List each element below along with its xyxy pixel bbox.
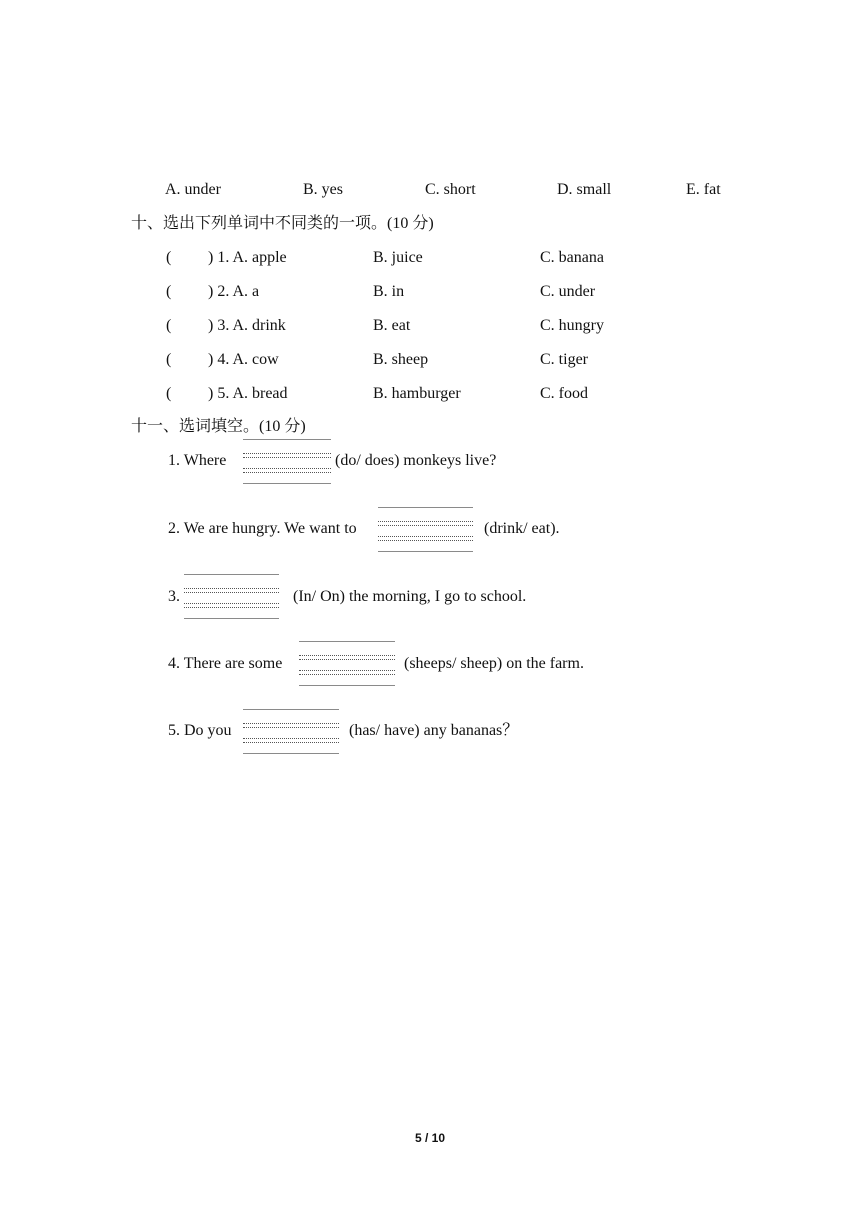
option-b: B. juice [373,249,423,266]
page-number: 5 / 10 [414,1131,446,1145]
option-c: C. banana [540,249,604,266]
fill-q3-prefix: 3. [168,588,180,605]
answer-paren: ( [166,249,172,266]
word-bank-option-c: C. short [425,181,476,198]
option-b: B. hamburger [373,385,461,402]
fill-q4-prefix: 4. There are some [168,655,283,672]
word-bank-option-b: B. yes [303,181,343,198]
fill-q4-suffix: (sheeps/ sheep) on the farm. [404,655,584,672]
option-b: B. in [373,283,405,300]
fill-q2-prefix: 2. We are hungry. We want to [168,520,357,537]
answer-paren: ( [166,317,172,334]
fill-q5-blank[interactable] [243,709,339,753]
fill-q3-blank[interactable] [184,574,279,618]
section-11-heading: 十一、选词填空。(10 分) [131,418,306,435]
fill-q1-prefix: 1. Where [168,452,227,469]
word-bank-option-e: E. fat [686,181,721,198]
option-c: C. under [540,283,596,300]
option-a: ) 3. A. drink [208,317,286,334]
answer-paren: ( [166,283,172,300]
option-a: ) 1. A. apple [208,249,287,266]
word-bank-option-d: D. small [557,181,612,198]
option-a: ) 2. A. a [208,283,260,300]
fill-q4-blank[interactable] [299,641,395,685]
fill-q5-suffix: (has/ have) any bananas？ [349,722,519,739]
answer-paren: ( [166,385,172,402]
fill-q3-suffix: (In/ On) the morning, I go to school. [293,588,527,605]
option-c: C. tiger [540,351,588,368]
fill-q5-prefix: 5. Do you [168,722,232,739]
word-bank-option-a: A. under [165,181,221,198]
fill-q2-blank[interactable] [378,507,473,551]
answer-paren: ( [166,351,172,368]
option-a: ) 5. A. bread [208,385,288,402]
fill-q1-blank[interactable] [243,439,331,483]
fill-q1-suffix: (do/ does) monkeys live? [335,452,497,469]
option-a: ) 4. A. cow [208,351,279,368]
section-10-heading: 十、选出下列单词中不同类的一项。(10 分) [131,215,434,232]
option-c: C. hungry [540,317,604,334]
option-b: B. eat [373,317,411,334]
option-b: B. sheep [373,351,429,368]
option-c: C. food [540,385,588,402]
fill-q2-suffix: (drink/ eat). [484,520,560,537]
